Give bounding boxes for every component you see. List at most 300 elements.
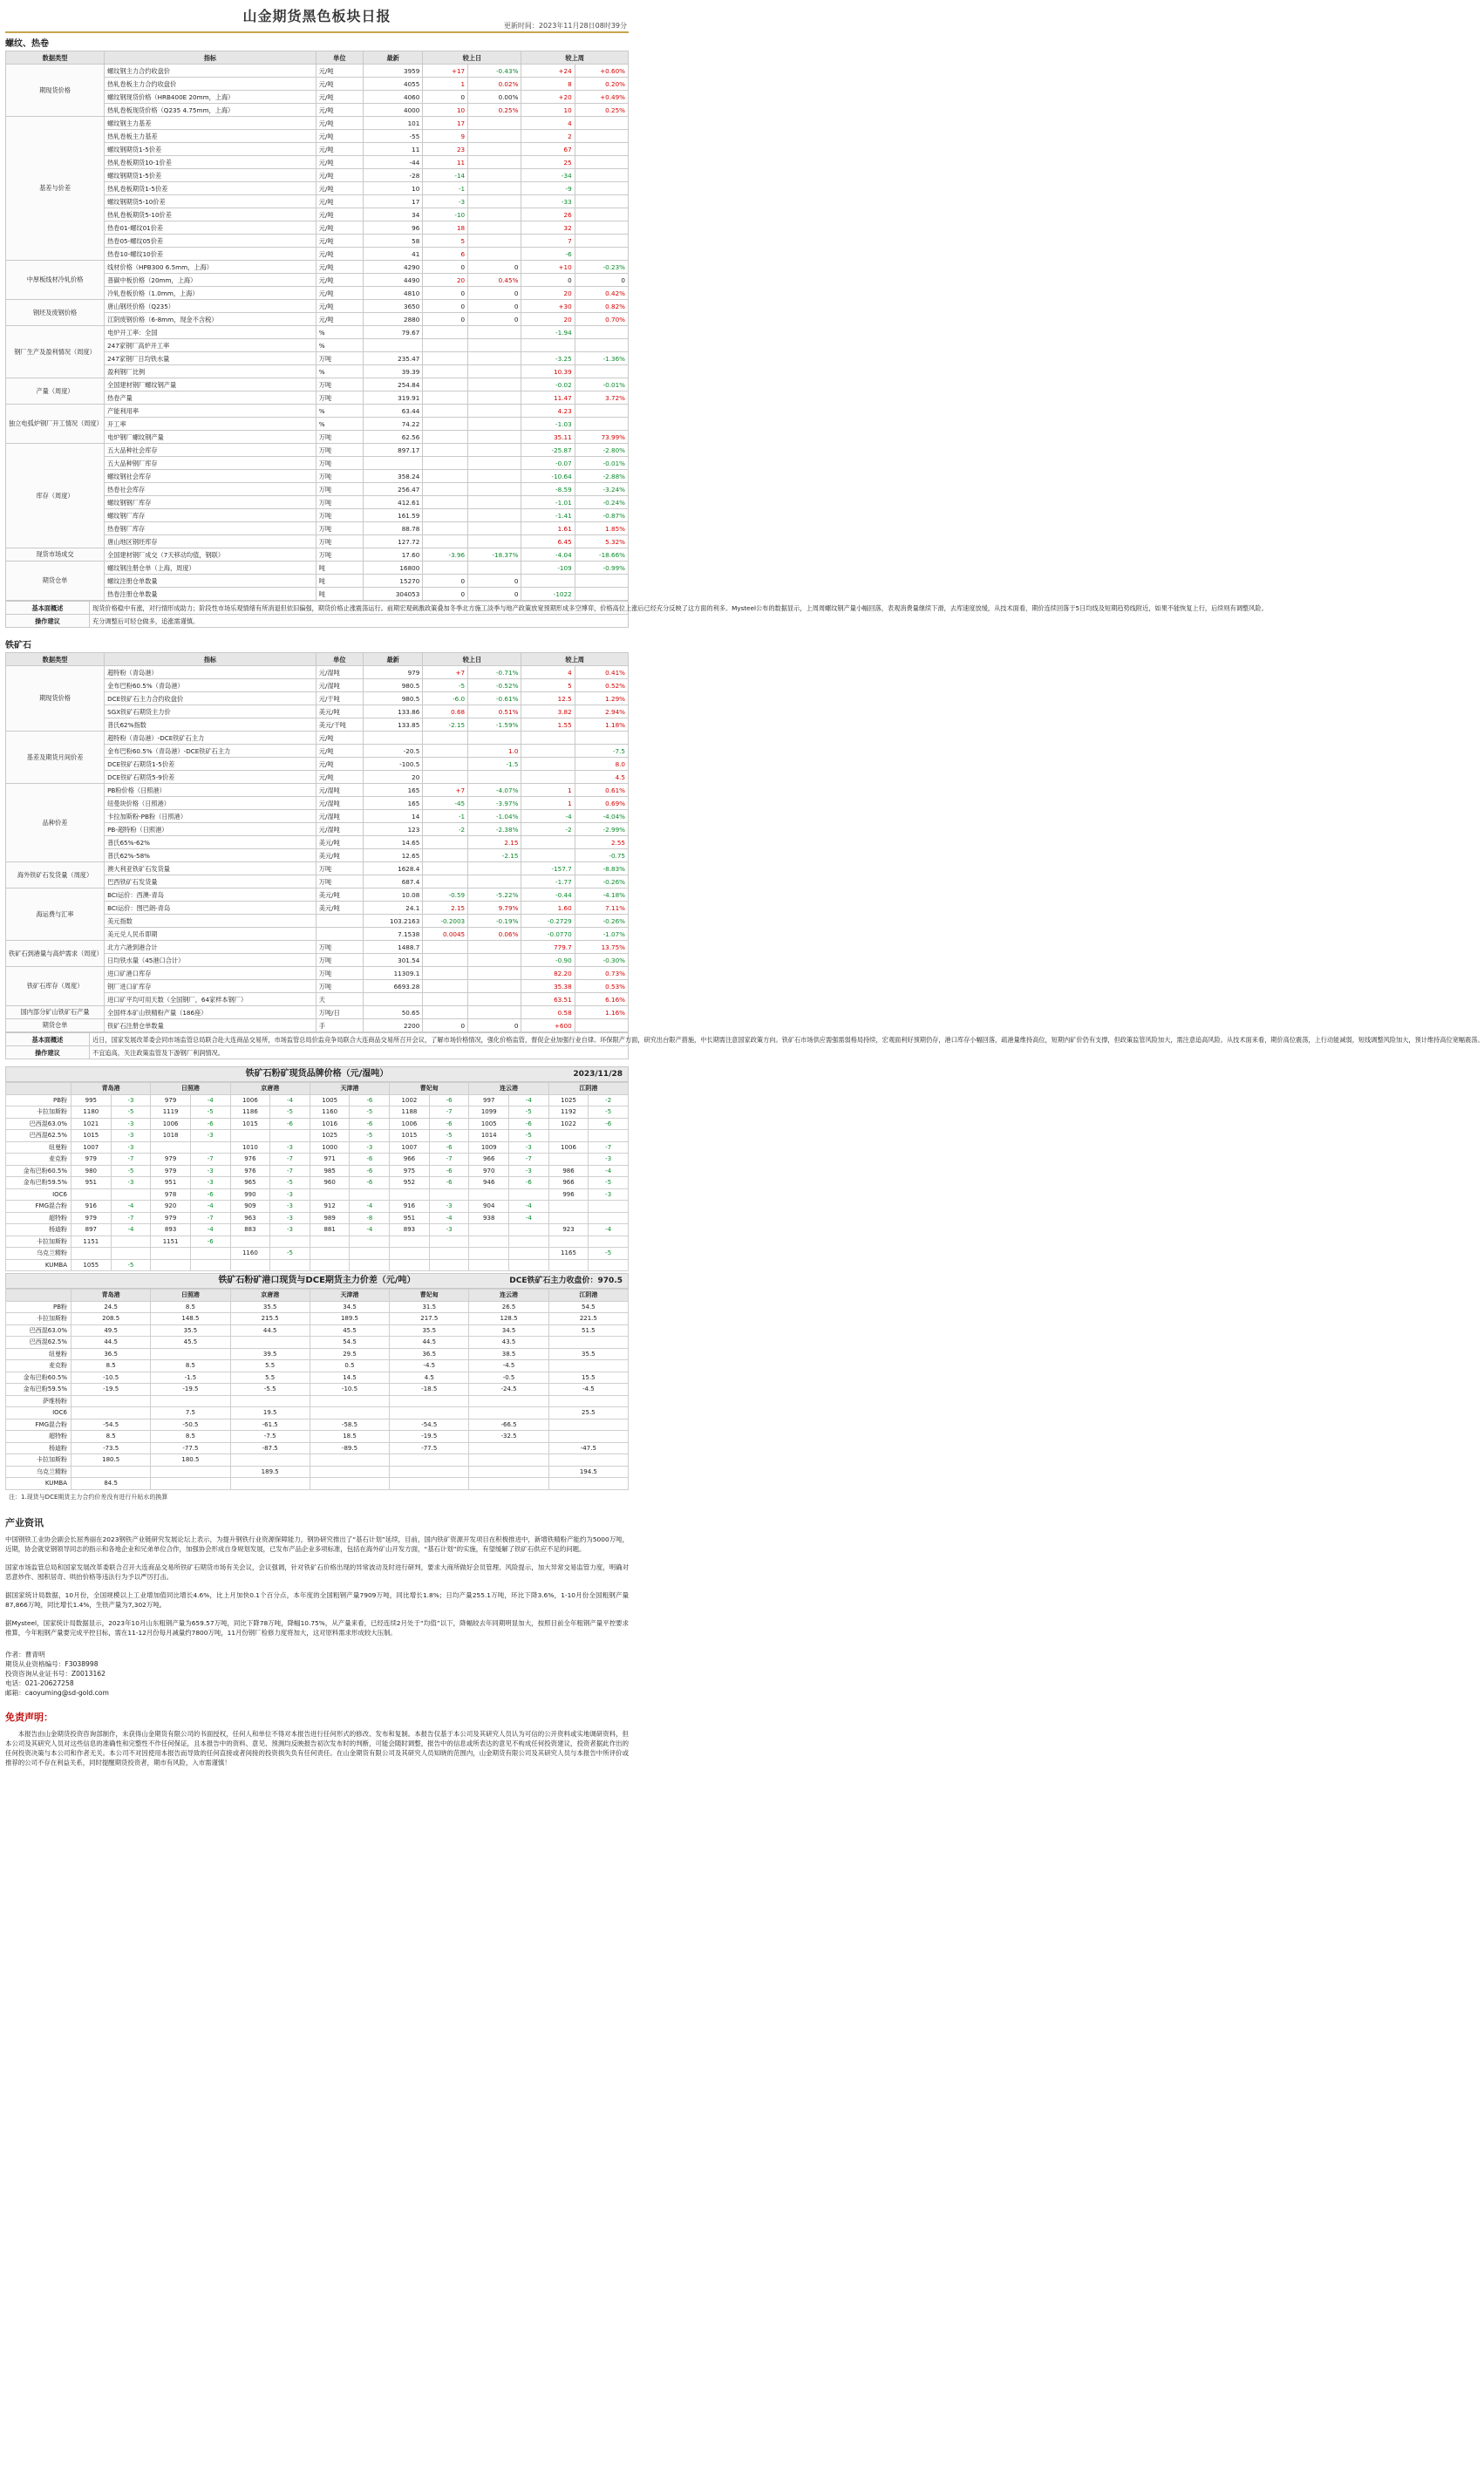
basis-cell [230,1478,310,1490]
week-change-cell: 35.11 [521,431,575,444]
day-change-cell [468,352,521,365]
unit-cell: 元/湿吨 [316,784,363,797]
day-change-cell [468,208,521,221]
strategy-text: 充分调整后可轻仓做多，追涨需谨慎。 [90,615,629,628]
day-change-cell [468,365,521,378]
port-column-header: 曹妃甸 [390,1083,469,1095]
report-title: 山金期货黑色板块日报 [242,8,391,24]
table-row [6,1188,629,1201]
price-cell: 995 [71,1094,112,1106]
price-cell: 893 [151,1224,191,1236]
price-change-cell: -3 [270,1188,310,1201]
week-change-cell: 0.58 [521,1006,575,1019]
day-change-cell [468,235,521,248]
week-change-cell: -8.83% [575,862,628,875]
week-change-cell: 2.94% [575,705,628,718]
latest-cell: 63.44 [363,405,422,418]
price-cell [390,1248,430,1260]
qualification-consulting: 投资咨询从业证书号：Z0013162 [5,1669,106,1678]
price-change-cell: -5 [350,1130,390,1142]
price-change-cell: -5 [270,1177,310,1189]
price-cell: 979 [151,1094,191,1106]
latest-cell: 62.56 [363,431,422,444]
indicator-cell: PB粉价格（日照港） [105,784,317,797]
price-change-cell: -3 [429,1201,469,1213]
unit-cell: 元/湿吨 [316,810,363,823]
basis-cell: 221.5 [548,1313,628,1325]
latest-cell: 301.54 [363,954,422,967]
week-change-cell: 10.39 [521,365,575,378]
week-change-cell: +600 [521,1019,575,1032]
indicator-cell: 螺纹钢期货1-5价差 [105,169,317,182]
basis-cell: 35.5 [390,1324,469,1337]
latest-cell: -20.5 [363,745,422,758]
week-change-cell: 82.20 [521,967,575,980]
basis-cell: 44.5 [390,1337,469,1349]
price-change-cell: -7 [270,1165,310,1177]
indicator-cell: 进口矿港口库存 [105,967,317,980]
price-change-cell: -4 [589,1224,629,1236]
port-column-header: 连云港 [469,1290,548,1302]
day-change-cell: 0 [468,575,521,588]
indicator-cell: 热轧卷板期货5-10价差 [105,208,317,221]
day-change-cell [423,967,468,980]
brand-label: 巴西混62.5% [6,1337,71,1349]
category-cell: 海运费与汇率 [6,888,105,941]
price-cell [310,1248,350,1260]
day-change-cell: 0 [468,287,521,300]
basis-cell: -7.5 [230,1431,310,1443]
price-cell: 966 [390,1154,430,1166]
day-change-cell [423,732,468,745]
day-change-cell [423,758,468,771]
indicator-cell: 电炉开工率：全国 [105,326,317,339]
week-change-cell [575,235,628,248]
day-change-cell: 23 [423,143,468,156]
latest-cell: 127.72 [363,535,422,548]
day-change-cell [468,418,521,431]
price-change-cell: -4 [190,1094,230,1106]
price-change-cell: -5 [509,1130,549,1142]
day-change-cell: 0.25% [468,104,521,117]
latest-cell: 79.67 [363,326,422,339]
latest-cell [363,339,422,352]
week-change-cell: -25.87 [521,444,575,457]
basis-cell: 15.5 [548,1372,628,1384]
day-change-cell: +7 [423,666,468,679]
week-change-cell: 8.0 [575,758,628,771]
price-cell [310,1259,350,1271]
unit-cell: 元/吨 [316,745,363,758]
indicator-cell: DCE铁矿石主力合约收盘价 [105,692,317,705]
basis-cell: 8.5 [71,1431,151,1443]
price-cell: 1021 [71,1118,112,1130]
brand-label: IOC6 [6,1407,71,1420]
brand-label: 杨迪粉 [6,1224,71,1236]
day-change-cell: -1.5 [468,758,521,771]
unit-cell: 手 [316,1019,363,1032]
price-cell [548,1212,589,1224]
brand-label: 纽曼粉 [6,1348,71,1360]
indicator-cell: 热轧卷板现货价格（Q235 4.75mm，上海） [105,104,317,117]
latest-cell: 6693.28 [363,980,422,993]
basis-cell: 19.5 [230,1407,310,1420]
brand-label: 卡拉加斯粉 [6,1236,71,1248]
unit-cell: 天 [316,993,363,1006]
basis-cell [390,1466,469,1478]
unit-cell: 元/吨 [316,130,363,143]
basis-cell: 34.5 [469,1324,548,1337]
week-change-cell: 0.42% [575,287,628,300]
brand-label: 乌克兰精粉 [6,1466,71,1478]
week-change-cell: -1.94 [521,326,575,339]
week-change-cell [575,418,628,431]
price-cell: 912 [310,1201,350,1213]
day-change-cell [468,143,521,156]
week-change-cell: -1.01 [521,496,575,509]
indicator-cell: 螺纹钢注册仓单（上海，周度） [105,562,317,575]
day-change-cell: 0.51% [468,705,521,718]
basis-cell: 8.5 [151,1360,230,1372]
day-change-cell: -2.15 [423,718,468,732]
day-change-cell [468,221,521,235]
indicator-cell: 247家钢厂高炉开工率 [105,339,317,352]
basis-cell [310,1454,389,1467]
iron-ore-table [5,652,629,1032]
report-page [5,0,1484,1767]
table-row [6,666,629,679]
price-change-cell [429,1236,469,1248]
day-change-cell [423,483,468,496]
week-change-cell: 0.53% [575,980,628,993]
brand-label: 金布巴粉60.5% [6,1165,71,1177]
day-change-cell: 0.00% [468,91,521,104]
table-row [6,1212,629,1224]
unit-cell [316,928,363,941]
latest-cell: 10.08 [363,888,422,902]
price-cell: 960 [310,1177,350,1189]
price-cell: 1192 [548,1106,589,1119]
brand-label: 杨迪粉 [6,1442,71,1454]
day-change-cell: 5 [423,235,468,248]
day-change-cell: 0 [423,91,468,104]
unit-cell: 元/吨 [316,235,363,248]
price-cell [390,1236,430,1248]
day-change-cell [423,1006,468,1019]
indicator-cell: 五大品种社会库存 [105,444,317,457]
basis-cell: 36.5 [71,1348,151,1360]
price-change-cell: -4 [190,1201,230,1213]
price-cell [548,1154,589,1166]
price-change-cell: -4 [350,1224,390,1236]
price-cell: 978 [151,1188,191,1201]
price-change-cell: -5 [270,1248,310,1260]
day-change-cell [468,391,521,405]
basis-cell: 180.5 [151,1454,230,1467]
price-change-cell: -8 [350,1212,390,1224]
basis-cell [310,1395,389,1407]
day-change-cell [468,130,521,143]
table-row [6,1177,629,1189]
port-column-header: 日照港 [151,1290,230,1302]
basis-cell: -54.5 [71,1419,151,1431]
basis-cell [151,1478,230,1490]
week-change-cell: 4.23 [521,405,575,418]
basis-cell: -61.5 [230,1419,310,1431]
news-paragraph: 据国家统计局数据，10月份，全国规模以上工业增加值同比增长4.6%，比上月加快0.1个百分点，本年度的全国粗钢产量7909万吨，同比增长1.8%；日均产量255.1万吨，环比下降3.6%，1-10月份全国粗钢产量87,866万吨，同比增长1.4%，生铁产量为7,302万吨。 [5,1590,629,1609]
price-change-cell: -6 [350,1118,390,1130]
basis-cell [310,1407,389,1420]
latest-cell: 3650 [363,300,422,313]
week-change-cell [575,169,628,182]
price-cell: 1009 [469,1141,509,1154]
indicator-cell: SGX铁矿石期货主力价 [105,705,317,718]
latest-cell: 50.65 [363,1006,422,1019]
week-change-cell: -2.80% [575,444,628,457]
basis-cell [548,1478,628,1490]
day-change-cell: -5 [423,679,468,692]
latest-cell: 319.91 [363,391,422,405]
price-cell [230,1259,270,1271]
basis-cell: 189.5 [230,1466,310,1478]
price-cell: 1151 [151,1236,191,1248]
news-paragraph: 中国钢铁工业协会副会长屈秀丽在2023钢铁产业链研究发展论坛上表示，为提升钢铁行业资源保障能力，钢协研究推出了“基石计划”延续，目前，国内铁矿资源开发项目在积极推进中，新增铁精粉产能约为5000万吨，近期，协会就党钢领导同志的指示和各地企业和兄弟单位合作，加强协会形成自身规划发展，已发布产品企业多项标准，包括在海外矿山开发方面，“基石计划”的实施，有望缓解了铁矿石供应不足的问题。 [5,1535,629,1553]
week-change-cell: -1.77 [521,875,575,888]
basis-cell [230,1454,310,1467]
price-cell [151,1141,191,1154]
brand-label: FMG混合粉 [6,1419,71,1431]
table-row [6,1248,629,1260]
unit-cell: 元/湿吨 [316,823,363,836]
price-cell: 1055 [71,1259,112,1271]
price-change-cell: -4 [589,1165,629,1177]
indicator-cell: 美元指数 [105,915,317,928]
category-cell: 钢坯及废钢价格 [6,300,105,326]
port-column-header: 江阴港 [548,1290,628,1302]
table-row [6,1165,629,1177]
price-change-cell: -5 [111,1259,151,1271]
unit-cell: 元/吨 [316,221,363,235]
week-change-cell: 1.29% [575,692,628,705]
price-cell: 1099 [469,1106,509,1119]
price-cell: 1025 [548,1094,589,1106]
price-change-cell [509,1259,549,1271]
basis-cell [469,1395,548,1407]
day-change-cell [468,457,521,470]
indicator-cell: 唐山钢坯价格（Q235） [105,300,317,313]
week-change-cell: -0.0770 [521,928,575,941]
table-row [6,444,629,457]
indicator-cell: 普氏62%指数 [105,718,317,732]
week-change-cell: 0.69% [575,797,628,810]
latest-cell: 101 [363,117,422,130]
week-change-cell: -0.01% [575,378,628,391]
column-header: 最新 [363,653,422,666]
brand-label: 超特粉 [6,1212,71,1224]
unit-cell: 元/吨 [316,78,363,91]
unit-cell: 万吨/日 [316,1006,363,1019]
price-change-cell [270,1130,310,1142]
latest-cell: 1488.7 [363,941,422,954]
disclaimer-text: 本报告由山金期货投资咨询部制作，未获得山金期货有限公司的书面授权，任何人和单位不得对本报告进行任何形式的修改、发布和复制。本报告仅基于本公司及其研究人员认为可信的公开资料或实地调研资料，但本公司及其研究人员对这些信息的准确性和完整性不作任何保证，且本报告中的资料、意见、预测均反映报告初次发布时的判断，可能会随时调整，报告中的信息或所表达的意见不构成任何投资建议，投资者据此作出的任何投资决策与本公司和作者无关。本公司不对因使用本报告而导致的任何直接或者间接的投资损失负有任何责任。在山金期货有限公司及其研究人员知晓的范围内，山金期货有限公司及其研究人员与本报告中所评价或推荐的公司不存在利益关系，同时提醒期货投资者，期市有风险，入市需谨慎！ [5,1729,629,1767]
table-row [6,1454,629,1467]
table-row [6,1224,629,1236]
week-change-cell: +0.60% [575,65,628,78]
basis-cell: 54.5 [310,1337,389,1349]
week-change-cell [575,405,628,418]
latest-cell: 14.65 [363,836,422,849]
week-change-cell: 1.60 [521,902,575,915]
indicator-cell: 螺纹钢期货1-5价差 [105,143,317,156]
week-change-cell: -1.07% [575,928,628,941]
day-change-cell: -5.22% [468,888,521,902]
price-cell: 1022 [548,1118,589,1130]
day-change-cell [423,954,468,967]
unit-cell: 万吨 [316,378,363,391]
week-change-cell: -4.04% [575,810,628,823]
basis-header-row [6,1290,629,1302]
week-change-cell [575,732,628,745]
brand-label: 麦克粉 [6,1154,71,1166]
week-change-cell: -4.18% [575,888,628,902]
price-change-cell: -5 [270,1106,310,1119]
day-change-cell [468,378,521,391]
price-cell: 1005 [469,1118,509,1130]
basis-cell: 5.5 [230,1360,310,1372]
day-change-cell: 9.79% [468,902,521,915]
basis-cell [469,1478,548,1490]
basis-cell: -10.5 [310,1384,389,1396]
day-change-cell [468,732,521,745]
price-cell: 979 [151,1212,191,1224]
week-change-cell: -1022 [521,588,575,601]
price-change-cell: -7 [190,1154,230,1166]
unit-cell: 元/干吨 [316,692,363,705]
price-change-cell: -6 [270,1118,310,1130]
day-change-cell: 2.15 [468,836,521,849]
basis-title-bar [5,1273,629,1289]
price-change-cell: -4 [270,1094,310,1106]
day-change-cell: -3 [423,195,468,208]
port-header-row [6,1083,629,1095]
week-change-cell: -34 [521,169,575,182]
basis-cell: 7.5 [151,1407,230,1420]
basis-cell [390,1454,469,1467]
price-cell [151,1248,191,1260]
indicator-cell: 江阴废钢价格（6-8mm，现金不含税） [105,313,317,326]
table-row [6,1431,629,1443]
unit-cell: 元/吨 [316,300,363,313]
unit-cell: 美元/干吨 [316,718,363,732]
day-change-cell: 0 [423,261,468,274]
latest-cell: 7.1538 [363,928,422,941]
basis-cell [548,1454,628,1467]
basis-cell [71,1395,151,1407]
week-change-cell [575,339,628,352]
column-header: 较上日 [423,653,521,666]
price-change-cell: -3 [589,1154,629,1166]
price-cell: 970 [469,1165,509,1177]
basis-cell [548,1337,628,1349]
indicator-cell: 热卷注册仓单数量 [105,588,317,601]
indicator-cell: DCE铁矿石期货5-9价差 [105,771,317,784]
day-change-cell [423,457,468,470]
table-row [6,1259,629,1271]
basis-cell: -4.5 [548,1384,628,1396]
price-change-cell: -3 [270,1224,310,1236]
week-change-cell [521,745,575,758]
table-row [6,378,629,391]
week-change-cell: -0.07 [521,457,575,470]
week-change-cell: -2 [521,823,575,836]
table-row [6,1384,629,1396]
port-column-header: 江阴港 [548,1083,628,1095]
analysis-label: 基本面概述 [6,1033,90,1046]
indicator-cell: 热轧卷板主力基差 [105,130,317,143]
basis-cell: 34.5 [310,1301,389,1313]
unit-cell: 元/吨 [316,195,363,208]
latest-cell: 165 [363,784,422,797]
week-change-cell: 20 [521,287,575,300]
day-change-cell [423,875,468,888]
week-change-cell: -109 [521,562,575,575]
basis-cell: -5.5 [230,1384,310,1396]
column-header: 单位 [316,653,363,666]
week-change-cell: +24 [521,65,575,78]
latest-cell: 41 [363,248,422,261]
week-change-cell: 25 [521,156,575,169]
latest-cell: 103.2163 [363,915,422,928]
day-change-cell [468,522,521,535]
week-change-cell: -0.02 [521,378,575,391]
latest-cell: 1628.4 [363,862,422,875]
price-change-cell [350,1236,390,1248]
brand-column-header [6,1083,71,1095]
basis-cell [548,1431,628,1443]
table-row [6,1094,629,1106]
latest-cell: 254.84 [363,378,422,391]
basis-cell [548,1419,628,1431]
basis-cell: 148.5 [151,1313,230,1325]
price-change-cell [350,1188,390,1201]
price-cell: 1151 [71,1236,112,1248]
day-change-cell: 0 [423,1019,468,1032]
basis-cell: -19.5 [71,1384,151,1396]
day-change-cell [423,862,468,875]
latest-cell: 979 [363,666,422,679]
day-change-cell: -0.43% [468,65,521,78]
day-change-cell: 0 [468,300,521,313]
week-change-cell [575,130,628,143]
category-cell: 中厚板线材冷轧价格 [6,261,105,300]
week-change-cell: +10 [521,261,575,274]
author-email[interactable]: 邮箱：caoyuming@sd-gold.com [5,1688,109,1697]
table-row [6,1360,629,1372]
latest-cell: -100.5 [363,758,422,771]
week-change-cell: 67 [521,143,575,156]
table-row [6,862,629,875]
week-change-cell: -4 [521,810,575,823]
day-change-cell: 0 [423,588,468,601]
day-change-cell: 0.68 [423,705,468,718]
price-change-cell: -6 [429,1177,469,1189]
day-change-cell: +17 [423,65,468,78]
basis-cell: -77.5 [390,1442,469,1454]
indicator-cell: 金布巴粉60.5%（青岛港） [105,679,317,692]
latest-cell: 88.78 [363,522,422,535]
category-cell: 基差与价差 [6,117,105,261]
indicator-cell: 超特粉（青岛港） [105,666,317,679]
